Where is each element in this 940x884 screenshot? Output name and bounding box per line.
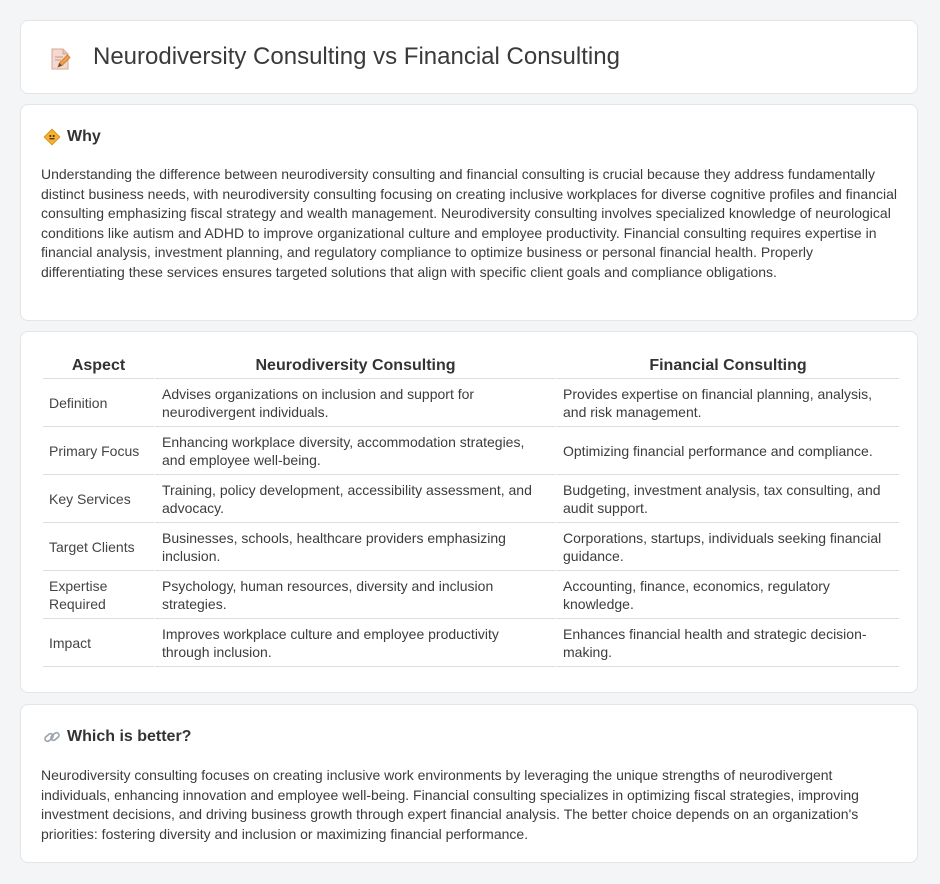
financial-cell: Accounting, finance, economics, regulatory knowledge.: [555, 571, 899, 619]
table-row: [43, 475, 899, 523]
why-text: Understanding the difference between neurodiversity consulting and financial consulting is crucial because they address fundamentally distinct business needs, with neurodiversity consulting focusing on creating inclusive workplaces for diverse cognitive profiles and financial consulting emphasizing fiscal strategy and wealth management. Neurodiversity consulting involves specialized knowledge of neurological conditions like autism and ADHD to improve organizational culture and employee productivity. Financial consulting requires expertise in financial analysis, investment planning, and regulatory compliance to optimize business or personal financial health. Properly differentiating these services ensures targeted solutions that align with specific client goals and compliance obligations.: [41, 166, 898, 280]
neurodiversity-cell: Psychology, human resources, diversity and inclusion strategies.: [154, 571, 555, 619]
aspect-cell: Definition: [43, 379, 154, 427]
financial-cell: Provides expertise on financial planning, analysis, and risk management.: [555, 379, 899, 427]
table-row: [43, 427, 899, 475]
comparison-section: [20, 331, 918, 693]
financial-cell: Enhances financial health and strategic decision-making.: [555, 619, 899, 667]
table-row: [43, 571, 899, 619]
page-title: Neurodiversity Consulting vs Financial Consulting: [93, 43, 620, 70]
financial-cell: Optimizing financial performance and compliance.: [555, 427, 899, 475]
aspect-cell: Target Clients: [43, 523, 154, 571]
aspect-cell: Expertise Required: [43, 571, 154, 619]
better-heading-row: [43, 727, 191, 747]
table-row: [43, 523, 899, 571]
table-row: [43, 379, 899, 427]
header-aspect: Aspect: [43, 354, 154, 379]
aspect-cell: Primary Focus: [43, 427, 154, 475]
table-row: [43, 619, 899, 667]
diamond-sign-icon: [43, 128, 61, 146]
neurodiversity-cell: Advises organizations on inclusion and support for neurodivergent individuals.: [154, 379, 555, 427]
better-heading: Which is better?: [67, 728, 192, 745]
which-better-section: [20, 704, 918, 863]
header-neurodiversity: Neurodiversity Consulting: [154, 354, 555, 379]
neurodiversity-cell: Improves workplace culture and employee productivity through inclusion.: [154, 619, 555, 667]
comparison-table: [43, 354, 899, 667]
neurodiversity-cell: Training, policy development, accessibility assessment, and advocacy.: [154, 475, 555, 523]
title-card: [20, 20, 918, 94]
better-text: Neurodiversity consulting focuses on creating inclusive work environments by leveraging the unique strengths of neurodivergent individuals, enhancing innovation and employee well-being. Financial consulting specializes in optimizing fiscal strategies, improving investment decisions, and driving business growth through expert financial analysis. The better choice depends on an organization's priorities: fostering diversity and inclusion or maximizing financial performance.: [41, 767, 859, 842]
why-section: [20, 104, 918, 321]
neurodiversity-cell: Enhancing workplace diversity, accommodation strategies, and employee well-being.: [154, 427, 555, 475]
why-heading-row: [43, 127, 101, 147]
aspect-cell: Key Services: [43, 475, 154, 523]
header-financial: Financial Consulting: [555, 354, 899, 379]
aspect-cell: Impact: [43, 619, 154, 667]
document-pencil-icon: [49, 47, 71, 71]
why-heading: Why: [67, 128, 101, 145]
financial-cell: Budgeting, investment analysis, tax consulting, and audit support.: [555, 475, 899, 523]
table-header-row: [43, 354, 899, 379]
link-icon: [43, 728, 61, 746]
neurodiversity-cell: Businesses, schools, healthcare providers emphasizing inclusion.: [154, 523, 555, 571]
financial-cell: Corporations, startups, individuals seeking financial guidance.: [555, 523, 899, 571]
